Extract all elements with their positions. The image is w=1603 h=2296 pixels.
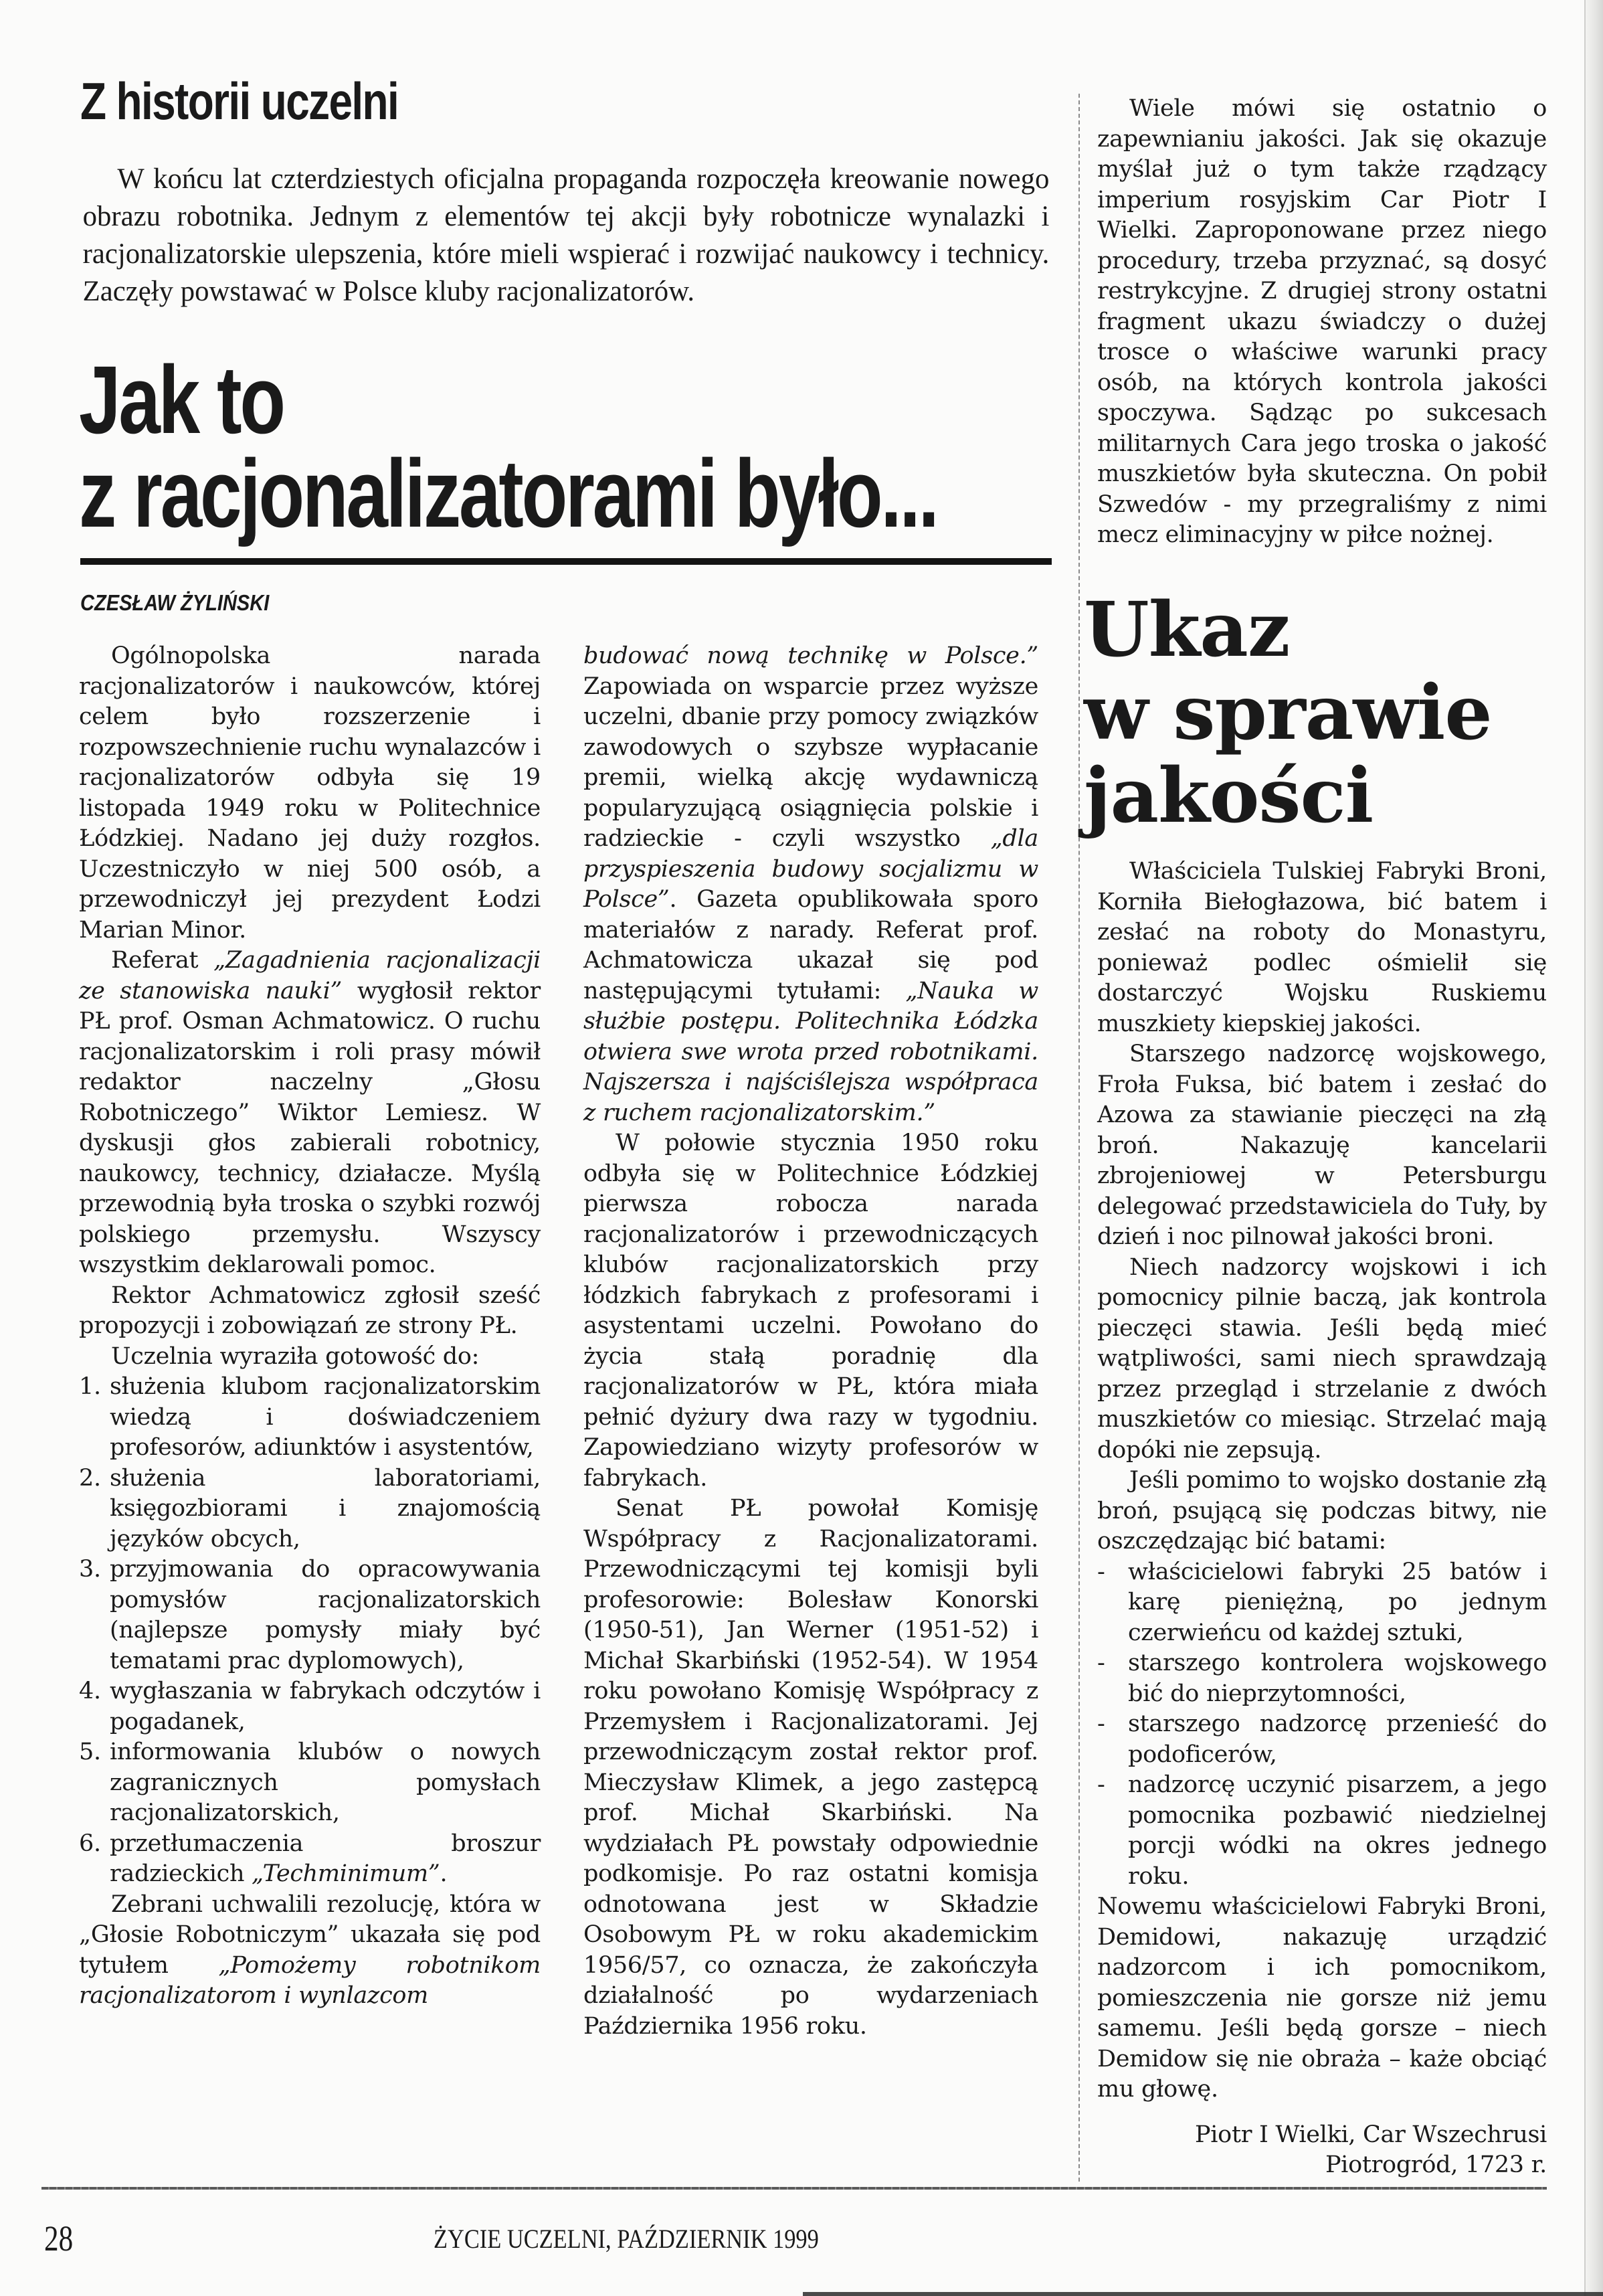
- article-paragraph: [79, 946, 541, 1281]
- list-item: [1097, 1709, 1547, 1770]
- running-footer: ŻYCIE UCZELNI, PAŹDZIERNIK 1999: [434, 2224, 819, 2254]
- text-run: . Gazeta opublikowała sporo materiałów z narady. Referat prof. Achmatowicza ukazał się pod następującymi tytułami:: [583, 886, 1038, 1004]
- decree-paragraph: Jeśli pomimo to wojsko dostanie złą broń, psującą się podczas bitwy, nie oszczędzając bić batami:: [1097, 1467, 1547, 1555]
- author-byline: CZESŁAW ŻYLIŃSKI: [80, 590, 270, 615]
- list-text: starszego nadzorcę przenieść do podoficerów,: [1128, 1710, 1547, 1768]
- sidebar-title-line-1: Ukaz: [1084, 586, 1290, 674]
- text-run: .: [440, 1860, 448, 1887]
- list-text: przetłumaczenia broszur radzieckich: [110, 1830, 541, 1887]
- quoted-title: „Pomożemy robotnikom racjonalizatorom i wynlazcom: [79, 1951, 541, 2009]
- text-run: Zapowiada on wsparcie przez wyższe uczelni, dbanie przy pomocy związków zawodowych o szybsze wypłacanie premii, wielką akcję wydawniczą popularyzującą osiągnięcia polskie i radzieckie - czyli wszystko: [583, 673, 1038, 852]
- list-text: informowania klubów o nowych zagranicznych pomysłach racjonalizatorskich,: [110, 1739, 541, 1826]
- decree-paragraph: Niech nadzorcy wojskowi i ich pomocnicy pilnie baczą, jak kontrola pieczęci stawia. Jeśli będą mieć wątpliwości, sami niech sprawdzają przez przegląd i strzelanie z dwóch muszkietów co miesiąc. Strzelać mają dopóki nie zepsują.: [1097, 1253, 1547, 1464]
- article-paragraph: Ogólnopolska narada racjonalizatorów i naukowców, której celem było rozszerzenie i rozpowszechnienie ruchu wynalazców i racjonalizatorów odbyła się 19 listopada 1949 roku w Politechnice Łódzkiej. Nadano jej duży rozgłos. Uczestniczyło w niej 500 osób, a przewodniczył jej prezydent Łodzi Marian Minor.: [79, 642, 541, 944]
- list-item: [1097, 1648, 1547, 1709]
- decree-signature: [1097, 2120, 1547, 2181]
- sidebar-title: [1084, 586, 1492, 840]
- list-item: [79, 1372, 541, 1464]
- list-number: 2.: [79, 1464, 101, 1492]
- quoted-title: „Zagadnienia racjonalizacji ze stanowiska nauki”: [79, 947, 541, 1004]
- list-number: 5.: [79, 1739, 101, 1765]
- signature-name: Piotr I Wielki, Car Wszechrusi: [1195, 2121, 1547, 2148]
- list-text: starszego kontrolera wojskowego bić do nieprzytomności,: [1128, 1650, 1547, 1707]
- list-dash: -: [1097, 1558, 1105, 1585]
- list-text: właścicielowi fabryki 25 batów i karę pieniężną, po jednym czerwieńcu od każdej sztuki,: [1128, 1558, 1547, 1646]
- headline-rule: [80, 558, 1052, 565]
- list-item: [79, 1464, 541, 1555]
- list-number: 6.: [79, 1830, 101, 1857]
- headline-line-2: z racjonalizatorami było...: [79, 440, 937, 547]
- list-dash: -: [1097, 1650, 1105, 1676]
- article-paragraph: Uczelnia wyraziła gotowość do:: [111, 1342, 480, 1370]
- column-divider: [1078, 94, 1080, 2182]
- list-item: [1097, 1557, 1547, 1649]
- article-headline: [79, 346, 937, 547]
- list-item: [79, 1555, 541, 1676]
- quoted-title: „Techminimum”: [252, 1860, 440, 1887]
- article-paragraph-continued: [583, 641, 1038, 1128]
- quoted-title: budować nową technikę w Polsce.”: [583, 642, 1038, 669]
- decree-paragraph: Właściciela Tulskiej Fabryki Broni, Korniła Biełogłazowa, bić batem i zesłać na roboty do Monastyru, ponieważ podlec ośmielił się dostarczyć Wojsku Ruskiemu muszkiety kiepskiej jakości.: [1097, 858, 1547, 1037]
- decree-text: [1097, 857, 1547, 2181]
- proposal-list: [79, 1372, 541, 1890]
- signature-place-date: Piotrogród, 1723 r.: [1325, 2151, 1547, 2178]
- quoted-titles: „Nauka w służbie postępu. Politechnika Łódzka otwiera swe wrota przed robotnikami. Najszersza i najściślejsza współpraca z ruchem racjonalizatorskim.”: [583, 977, 1038, 1126]
- page-binding-edge: [1584, 0, 1603, 2296]
- quoted-slogan: „dla przyspieszenia budowy socjalizmu w Polsce”: [583, 825, 1038, 913]
- article-paragraph: W połowie stycznia 1950 roku odbyła się w Politechnice Łódzkiej pierwsza robocza narada racjonalizatorów i przewodniczących klubów racjonalizatorskich przy łódzkich fabrykach z profesorami i asystentami uczelni. Powołano do życia stałą poradnię dla racjonalizatorów w PŁ, która miała pełnić dyżury dwa razy w tygodniu. Zapowiedziano wizyty profesorów w fabrykach.: [583, 1130, 1038, 1492]
- decree-paragraph: Starszego nadzorcę wojskowego, Froła Fuksa, bić batem i zesłać do Azowa za stawianie pieczęci na złą broń. Nakazuję kancelarii zbrojeniowej w Petersburgu delegować przedstawiciela do Tuły, by dzień i noc pilnował jakości broni.: [1097, 1041, 1547, 1250]
- sidebar-intro: Wiele mówi się ostatnio o zapewnianiu jakości. Jak się okazuje myślał już o tym także rządzący imperium rosyjskim Car Piotr I Wielki. Zaproponowane przez niego procedury, trzeba przyznać, są dosyć restrykcyjne. Z drugiej strony ostatni fragment ukazu świadczy o dużej trosce o właściwe warunki pracy osób, na których kontrola jakości spoczywa. Sądząc po sukcesach militarnych Cara jego troska o jakość muszkietów była skuteczna. On pobił Szwedów - my przegraliśmy z nimi mecz eliminacyjny w piłce nożnej.: [1097, 95, 1547, 548]
- list-text: służenia klubom racjonalizatorskim wiedzą i doświadczeniem profesorów, adiunktów i asystentów,: [110, 1373, 541, 1461]
- article-paragraph: Rektor Achmatowicz zgłosił sześć propozycji i zobowiązań ze strony PŁ.: [79, 1282, 541, 1339]
- list-text: służenia laboratoriami, księgozbiorami i znajomością języków obcych,: [110, 1464, 541, 1553]
- headline-line-1: Jak to: [79, 346, 284, 454]
- text-run: Referat: [111, 947, 214, 974]
- sidebar-title-line-3: jakości: [1084, 752, 1374, 840]
- decree-paragraph: Nowemu właścicielowi Fabryki Broni, Demidowi, nakazuję urządzić nadzorcom i ich pomocnikom, pomieszczenia nie gorsze niż jemu samemu. Jeśli będą gorsze – niech Demidow się nie obraża – każe obciąć mu głowę.: [1097, 1893, 1547, 2103]
- section-label: Z historii uczelni: [80, 72, 399, 130]
- list-number: 3.: [79, 1556, 101, 1583]
- list-number: 4.: [79, 1678, 101, 1704]
- list-dash: -: [1097, 1710, 1105, 1737]
- page-binding-shadow: [803, 2292, 1603, 2296]
- list-dash: -: [1097, 1771, 1105, 1798]
- list-item: [79, 1737, 541, 1829]
- list-item: [79, 1676, 541, 1737]
- list-item: [1097, 1770, 1547, 1892]
- text-run: Zebrani uchwalili rezolucję, która w „Głosie Robotniczym” ukazała się pod tytułem: [79, 1890, 541, 1979]
- text-run: wygłosił rektor PŁ prof. Osman Achmatowicz. O ruchu racjonalizatorskim i roli prasy mówił redaktor naczelny „Głosu Robotniczego” Wiktor Lemiesz. W dyskusji głos zabierali robotnicy, naukowcy, technicy, działacze. Myślą przewodnią była troska o szybki rozwój polskiego przemysłu. Wszyscy wszystkim deklarowali pomoc.: [79, 977, 541, 1278]
- list-text: przyjmowania do opracowywania pomysłów racjonalizatorskich (najlepsze pomysły miały być tematami prac dyplomowych),: [110, 1556, 541, 1674]
- sidebar-column: [1097, 94, 1547, 551]
- intro-paragraph: W końcu lat czterdziestych oficjalna propaganda rozpoczęła kreowanie nowego obrazu robotnika. Jednym z elementów tej akcji były robotnicze wynalazki i racjonalizatorskie ulepszenia, które mieli wspierać i rozwijać naukowcy i technicy. Zaczęły powstawać w Polsce kluby racjonalizatorów.: [82, 163, 1050, 307]
- list-text: wygłaszania w fabrykach odczytów i pogadanek,: [110, 1678, 541, 1735]
- list-number: 1.: [79, 1373, 101, 1400]
- list-text: nadzorcę uczynić pisarzem, a jego pomocnika pozbawić niedzielnej porcji wódki na okres jednego roku.: [1128, 1771, 1547, 1890]
- list-item: [79, 1829, 541, 1890]
- article-paragraph: [79, 1890, 541, 2012]
- article-paragraph: Senat PŁ powołał Komisję Współpracy z Racjonalizatorami. Przewodniczącymi tej komisji byli profesorowie: Bolesław Konorski (1950-51), Jan Werner (1951-52) i Michał Skarbiński (1952-54). W 1954 roku powołano Komisję Współpracy z Przemysłem i Racjonalizatorami. Jej przewodniczącym został rektor prof. Mieczysław Klimek, a jego zastępcą prof. Michał Skarbiński. Na wydziałach PŁ powstały odpowiednie podkomisje. Po raz ostatni komisja odnotowana jest w Składzie Osobowym PŁ w roku akademickim 1956/57, co oznacza, że zakończyła działalność po wydarzeniach Października 1956 roku.: [583, 1495, 1038, 2040]
- sidebar-title-line-2: w sprawie: [1084, 669, 1492, 757]
- article-column-2: [583, 641, 1038, 2042]
- punishment-list: [1097, 1557, 1547, 1892]
- page-number: 28: [44, 2218, 74, 2259]
- article-column-1: [79, 641, 541, 2012]
- footer-rule: [41, 2187, 1547, 2190]
